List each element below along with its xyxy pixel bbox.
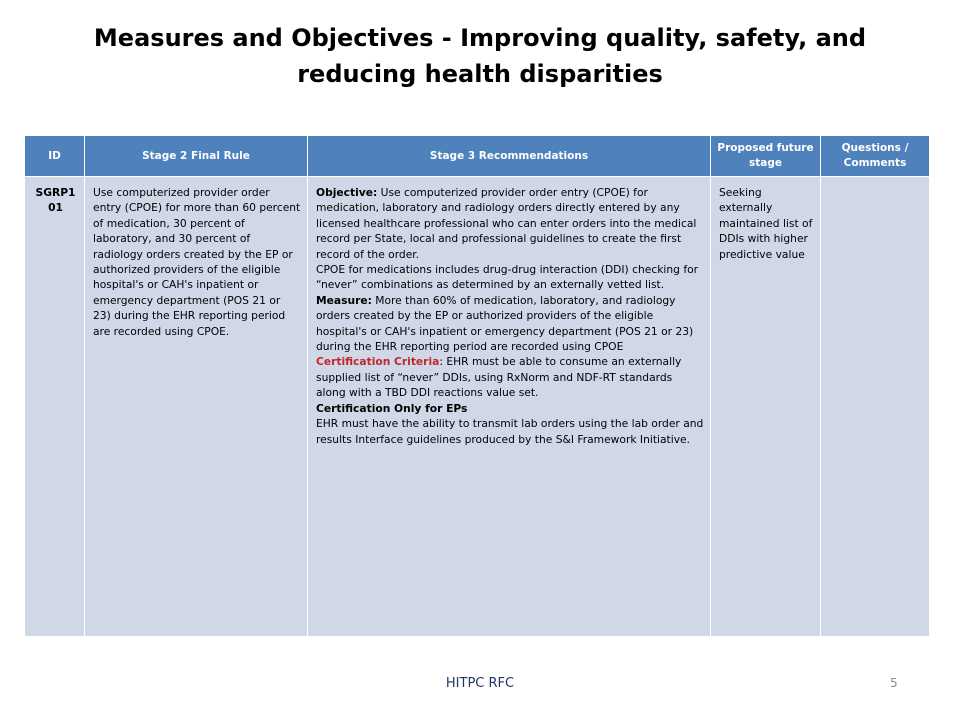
certification-text: : EHR must be able to consume an externally supplied list of “never” DDIs, using RxNorm and NDF-RT standards along with a TBD DDI reactions value set. xyxy=(316,355,682,400)
header-id: ID xyxy=(25,136,85,177)
ddi-paragraph: CPOE for medications includes drug-drug interaction (DDI) checking for “never” combinations as determined by an externally vetted list. xyxy=(316,263,699,292)
header-future-stage: Proposed future stage xyxy=(711,136,821,177)
certification-eps-text: EHR must have the ability to transmit lab orders using the lab order and results Interface guidelines produced by the S&I Framework Initiative. xyxy=(316,417,704,446)
measure-paragraph xyxy=(316,293,704,355)
certification-eps-label: Certification Only for EPs xyxy=(316,401,468,415)
cell-stage3 xyxy=(308,177,711,637)
cell-comments xyxy=(821,177,930,637)
certification-label: Certification Criteria xyxy=(316,355,440,369)
page-number: 5 xyxy=(890,676,898,690)
cell-future-stage: Seeking externally maintained list of DDIs with higher predictive value xyxy=(711,177,821,637)
cell-stage2: Use computerized provider order entry (CPOE) for more than 60 percent of medication, 30 percent of laboratory, and 30 percent of radiology orders created by the EP or authorized providers of the eligible hospital's or CAH's inpatient or emergency department (POS 21 or 23) during the EHR reporting period are recorded using CPOE. xyxy=(85,177,308,637)
measures-table xyxy=(24,135,930,637)
objective-paragraph xyxy=(316,185,704,262)
certification-paragraph xyxy=(316,354,704,400)
header-stage2: Stage 2 Final Rule xyxy=(85,136,308,177)
cell-id: SGRP1 01 xyxy=(25,177,85,637)
table-header-row xyxy=(25,136,930,177)
header-stage3: Stage 3 Recommendations xyxy=(308,136,711,177)
footer-text: HITPC RFC xyxy=(445,676,515,691)
measure-label: Measure: xyxy=(316,293,372,307)
objective-label: Objective: xyxy=(316,186,378,199)
measure-text: More than 60% of medication, laboratory, and radiology orders created by the EP or authorized providers of the eligible hospital's or CAH's inpatient or emergency department (POS 21 or 23) during the EHR reporting period are recorded using CPOE xyxy=(316,293,694,354)
table-row xyxy=(25,177,930,637)
objective-text: Use computerized provider order entry (CPOE) for medication, laboratory and radiology orders directly entered by any licensed healthcare professional who can enter orders into the medical record per State, local and professional guidelines to create the first record of the order. xyxy=(316,186,697,261)
header-comments: Questions / Comments xyxy=(821,136,930,177)
slide-title: Measures and Objectives - Improving quality, safety, and reducing health disparities xyxy=(93,24,867,88)
